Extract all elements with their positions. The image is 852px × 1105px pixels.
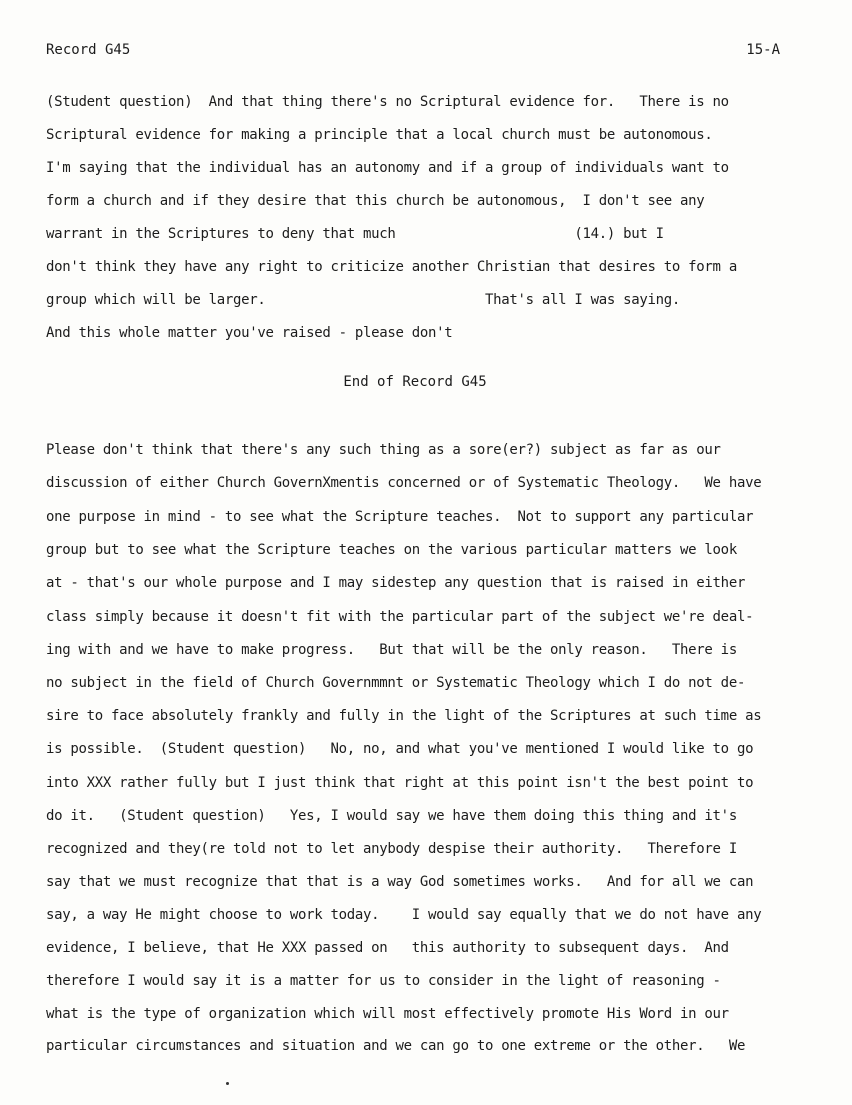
text-line: And this whole matter you've raised - please don't: [46, 325, 453, 341]
text-line: is possible. (Student question) No, no, and what you've mentioned I would like to go: [46, 741, 754, 757]
text-line: recognized and they(re told not to let anybody despise their authority. Therefore I: [46, 841, 737, 857]
text-line: no subject in the field of Church Governmmnt or Systematic Theology which I do not de-: [46, 675, 746, 691]
text-line: form a church and if they desire that this church be autonomous, I don't see any: [46, 193, 705, 209]
text-line: Scriptural evidence for making a principle that a local church must be autonomous.: [46, 127, 713, 143]
text-line: warrant in the Scriptures to deny that much (14.) but I: [46, 226, 664, 242]
text-line: ing with and we have to make progress. But that will be the only reason. There is: [46, 642, 737, 658]
text-line: Please don't think that there's any such thing as a sore(er?) subject as far as our: [46, 442, 721, 458]
text-line: sire to face absolutely frankly and fully in the light of the Scriptures at such time as: [46, 708, 762, 724]
text-line: evidence, I believe, that He XXX passed on this authority to subsequent days. And: [46, 940, 729, 956]
text-line: do it. (Student question) Yes, I would say we have them doing this thing and it's: [46, 808, 737, 824]
text-line: one purpose in mind - to see what the Scripture teaches. Not to support any particular: [46, 509, 754, 525]
text-line: group which will be larger. That's all I was saying.: [46, 292, 681, 308]
text-line: don't think they have any right to criticize another Christian that desires to form a: [46, 259, 737, 275]
stray-mark: [226, 1082, 229, 1085]
text-line: I'm saying that the individual has an autonomy and if a group of individuals want to: [46, 160, 729, 176]
text-line: therefore I would say it is a matter for us to consider in the light of reasoning -: [46, 973, 721, 989]
text-line: say, a way He might choose to work today. I would say equally that we do not have any: [46, 907, 762, 923]
text-line: at - that's our whole purpose and I may sidestep any question that is raised in either: [46, 575, 746, 591]
text-line: what is the type of organization which will most effectively promote His Word in our: [46, 1006, 729, 1022]
text-line: into XXX rather fully but I just think that right at this point isn't the best point to: [46, 775, 754, 791]
text-line: class simply because it doesn't fit with the particular part of the subject we're deal-: [46, 609, 754, 625]
page-number: 15-A: [746, 42, 780, 58]
text-line: say that we must recognize that that is a way God sometimes works. And for all we can: [46, 874, 754, 890]
text-line: discussion of either Church GovernXmentis concerned or of Systematic Theology. We have: [46, 475, 762, 491]
text-line: particular circumstances and situation and we can go to one extreme or the other. We: [46, 1038, 746, 1054]
end-of-record-heading: End of Record G45: [343, 374, 487, 390]
record-label: Record G45: [46, 42, 131, 58]
text-line: group but to see what the Scripture teaches on the various particular matters we look: [46, 542, 737, 558]
text-line: (Student question) And that thing there's no Scriptural evidence for. There is no: [46, 94, 729, 110]
